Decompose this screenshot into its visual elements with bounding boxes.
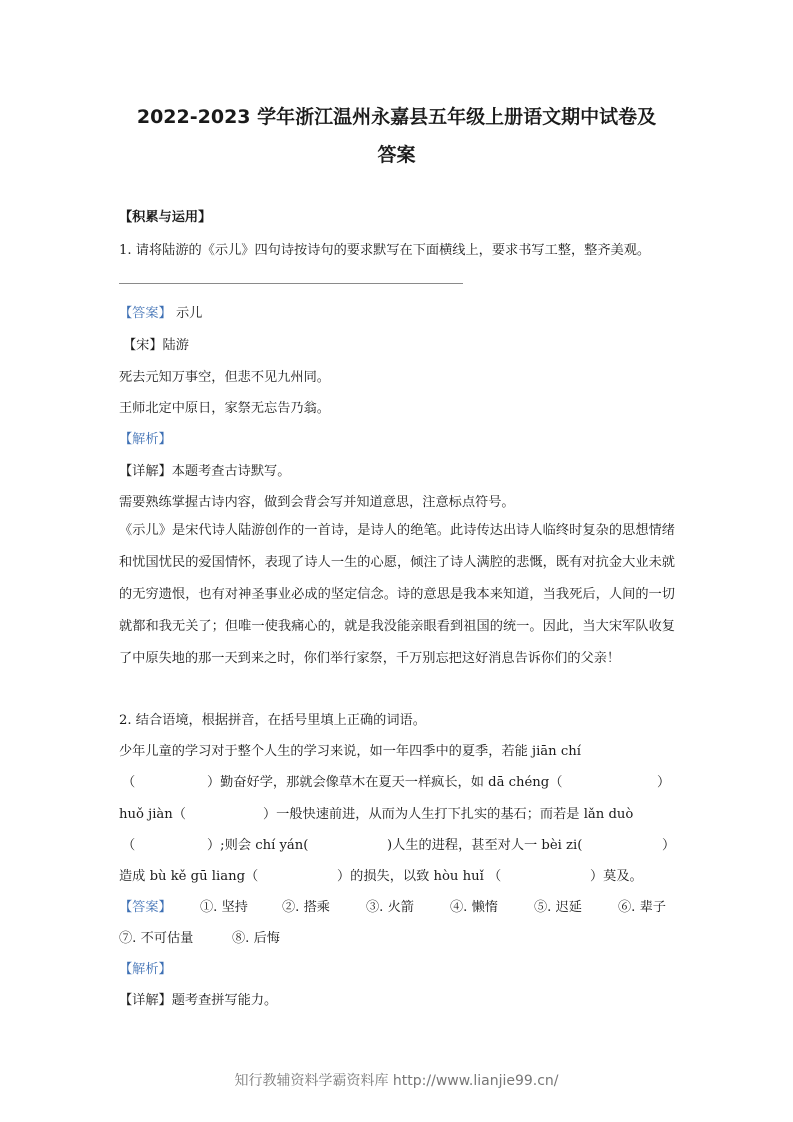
q1-prompt: 1. 请将陆游的《示儿》四句诗按诗句的要求默写在下面横线上，要求书写工整，整齐美观。 [119, 243, 651, 258]
q2-row-1: 少年儿童的学习对于整个人生的学习来说，如一年四季中的夏季，若能 jiān chí [119, 744, 581, 759]
title-line-1: 2022-2023 学年浙江温州永嘉县五年级上册语文期中试卷及 [136, 106, 657, 128]
answer-item: ④. 懒惰 [450, 900, 498, 915]
q1-explanation: 《示儿》是宋代诗人陆游创作的一首诗，是诗人的绝笔。此诗传达出诗人临终时复杂的思想情绪和忧国忧民的爱国情怀，表现了诗人一生的心愿，倾注了诗人满腔的悲慨，既有对抗金大业未就的无穷遗恨，也有对神圣事业必成的坚定信念。诗的意思是我本来知道，当我死后，人间的一切就都和我无关了；但唯一使我痛心的，就是我没能亲眼看到祖国的统一。因此，当大宋军队收复了中原失地的那一天到来之时，你们举行家祭，千万别忘把这好消息告诉你们的父亲！ [119, 523, 675, 666]
answer-tag: 【答案】 [119, 306, 172, 321]
answer-item: ②. 搭乘 [282, 900, 330, 915]
q2-row-3-start: huǒ jiàn（ [119, 807, 186, 822]
document-title [100, 98, 693, 174]
blank-open: （ [122, 838, 136, 853]
blank-close: ） [657, 775, 671, 790]
q2-detail: 【详解】题考查拼写能力。 [119, 993, 278, 1008]
q1-note: 需要熟练掌握古诗内容，做到会背会写并知道意思，注意标点符号。 [119, 495, 515, 510]
answer-line [119, 283, 463, 284]
blank-close: ） [662, 838, 676, 853]
blank-open: （ [122, 775, 136, 790]
footer-watermark: 知行教辅资料学霸资料库 http://www.lianjie99.cn/ [234, 1073, 559, 1089]
q1-detail: 【详解】本题考查古诗默写。 [119, 464, 291, 479]
title-line-2: 答案 [377, 144, 416, 166]
answer-item: ⑥. 辈子 [618, 900, 666, 915]
q2-row-2-text: ）勤奋好学，那就会像草木在夏天一样疯长，如 dā chéng（ [207, 775, 563, 790]
poem-verse-2: 王师北定中原日，家祭无忘告乃翁。 [119, 401, 330, 416]
answer-item: ①. 坚持 [200, 900, 248, 915]
q2-row-4-text-a: ）;则会 chí yán( [207, 838, 309, 853]
answer-item: ⑧. 后悔 [232, 931, 280, 946]
answer-item: ③. 火箭 [366, 900, 414, 915]
poem-author: 【宋】陆游 [123, 338, 189, 353]
q2-row-5-end: ）莫及。 [590, 869, 643, 884]
q2-row-4-text-b: )人生的进程，甚至对人一 bèi zi( [387, 838, 583, 853]
poem-title: 示儿 [171, 306, 203, 321]
poem-verse-1: 死去元知万事空，但悲不见九州同。 [119, 370, 330, 385]
q2-answer-tag: 【答案】 [119, 900, 172, 915]
q2-row-3-text: ）一般快速前进，从而为人生打下扎实的基石；而若是 lǎn duò [263, 807, 634, 822]
answer-item: ⑤. 迟延 [534, 900, 582, 915]
q2-analysis-tag: 【解析】 [119, 962, 172, 977]
section-heading: 【积累与运用】 [119, 210, 212, 225]
analysis-tag: 【解析】 [119, 432, 172, 447]
q2-row-5-start: 造成 bù kě gū liang（ [119, 869, 259, 884]
answer-item: ⑦. 不可估量 [119, 931, 194, 946]
q2-row-5-text: ）的损失，以致 hòu huǐ （ [337, 869, 502, 884]
q2-prompt: 2. 结合语境，根据拼音，在括号里填上正确的词语。 [119, 713, 426, 728]
q1-answer-row [119, 302, 202, 321]
